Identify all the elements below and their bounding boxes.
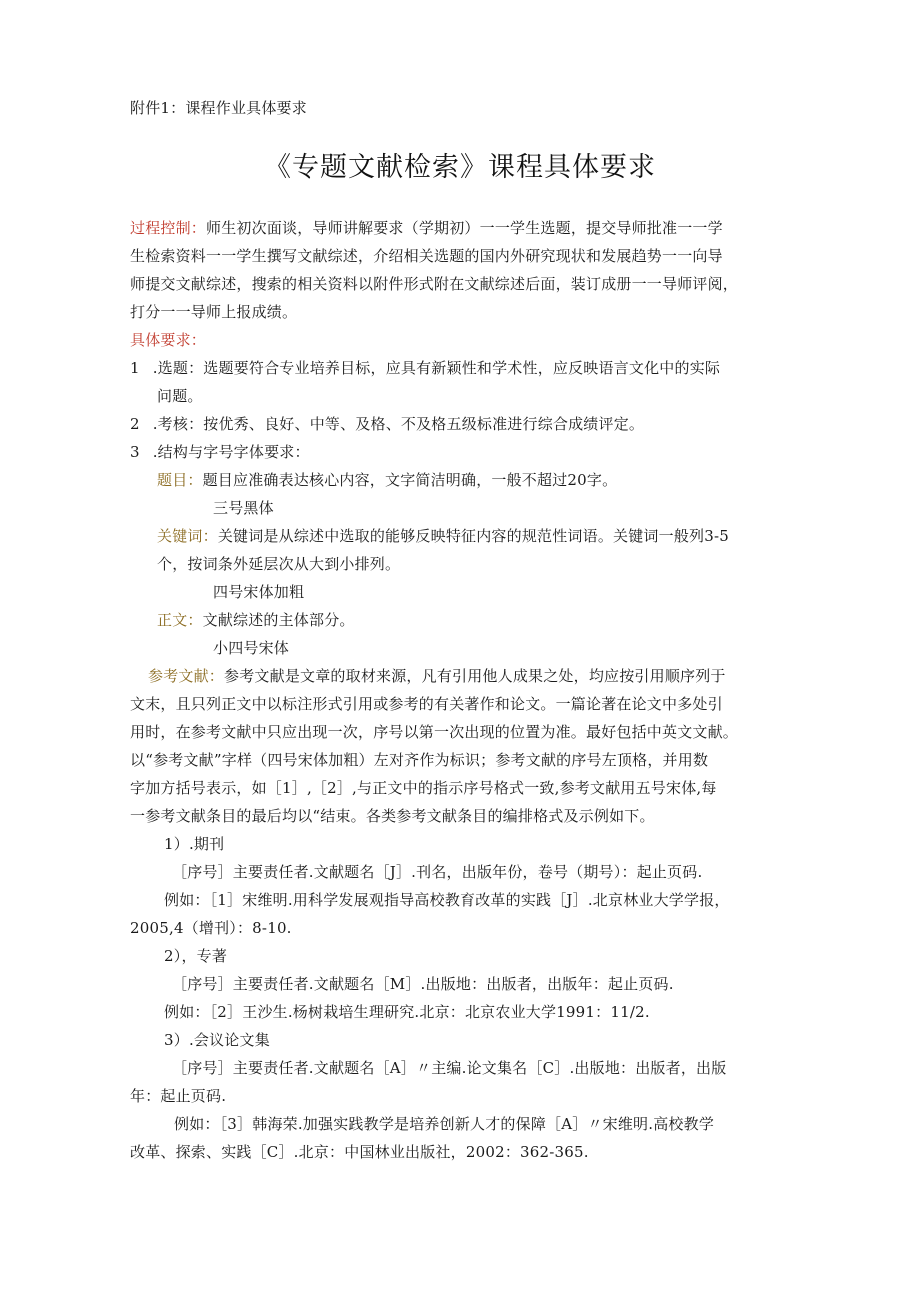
process-line-2: 生检索资料一一学生撰写文献综述，介绍相关选题的国内外研究现状和发展趋势一一向导 — [130, 247, 723, 265]
reference-line-4: 以“参考文献”字样（四号宋体加粗）左对齐作为标识；参考文献的序号左顶格，并用数 — [130, 751, 709, 769]
body-requirement — [157, 610, 355, 630]
requirement-item-2 — [130, 414, 644, 434]
topic-font: 三号黑体 — [213, 499, 274, 517]
reference-line-2: 文末，且只列正文中以标注形式引用或参考的有关著作和论文。一篇论著在论文中多处引 — [130, 695, 723, 713]
book-example: 例如：［2］王沙生.杨树栽培生理研究.北京：北京农业大学1991：11/2. — [164, 1003, 650, 1021]
journal-format: ［序号］主要责任者.文献题名［J］.刊名，出版年份，卷号（期号）：起止页码. — [172, 863, 703, 881]
process-line-3: 师提交文献综述，搜索的相关资料以附件形式附在文献综述后面，装订成册一一导师评阅， — [130, 275, 739, 293]
item-text: .选题：选题要符合专业培养目标，应具有新颖性和学术性，应反映语言文化中的实际 — [152, 359, 721, 377]
reference-label: 参考文献： — [148, 667, 225, 685]
keyword-font: 四号宋体加粗 — [213, 583, 305, 601]
body-font: 小四号宋体 — [213, 639, 290, 657]
keyword-text: 关键词是从综述中选取的能够反映特征内容的规范性词语。关键词一般列3-5 — [217, 527, 729, 545]
process-line-1 — [130, 218, 790, 238]
item-number: 3 — [130, 443, 140, 461]
book-format: ［序号］主要责任者.文献题名［M］.出版地：出版者，出版年：起止页码. — [172, 975, 674, 993]
document-title: 《专题文献检索》课程具体要求 — [264, 152, 656, 183]
reference-text: 参考文献是文章的取材来源，凡有引用他人成果之处，均应按引用顺序列于 — [224, 667, 726, 685]
conference-example-cont: 改革、探索、实践［C］.北京：中国林业出版社，2002：362-365. — [130, 1143, 589, 1161]
conference-heading: 3）.会议论文集 — [164, 1031, 270, 1049]
item-text: .考核：按优秀、良好、中等、及格、不及格五级标准进行综合成绩评定。 — [152, 415, 645, 433]
body-text: 文献综述的主体部分。 — [202, 611, 355, 629]
requirement-item-3 — [130, 442, 310, 462]
topic-label: 题目： — [157, 471, 203, 489]
requirement-item-1-cont: 问题。 — [157, 387, 203, 405]
body-label: 正文： — [157, 611, 203, 629]
keyword-requirement — [157, 526, 729, 546]
process-label: 过程控制： — [130, 219, 207, 237]
attachment-header: 附件1：课程作业具体要求 — [130, 99, 307, 117]
keyword-requirement-cont: 个，按词条外延层次从大到小排列。 — [157, 555, 401, 573]
journal-heading: 1）.期刊 — [164, 835, 225, 853]
book-heading: 2），专著 — [164, 947, 228, 965]
item-text: .结构与字号字体要求： — [152, 443, 310, 461]
topic-requirement — [157, 470, 617, 490]
topic-text: 题目应准确表达核心内容，文字简洁明确，一般不超过20字。 — [202, 471, 618, 489]
conference-example: 例如：［3］韩海荣.加强实践教学是培养创新人才的保障［A］〃宋维明.高校教学 — [174, 1115, 715, 1133]
reference-line-3: 用时，在参考文献中只应出现一次，序号以第一次出现的位置为准。最好包括中英文文献。 — [130, 723, 739, 741]
process-text-1: 师生初次面谈，导师讲解要求（学期初）一一学生选题，提交导师批准一一学 — [206, 219, 723, 237]
requirements-label: 具体要求： — [130, 331, 207, 349]
conference-format-cont: 年：起止页码. — [130, 1087, 227, 1105]
reference-line-6: 一参考文献条目的最后均以“结束。各类参考文献条目的编排格式及示例如下。 — [130, 807, 655, 825]
journal-example-cont: 2005,4（增刊）：8-10. — [130, 919, 292, 937]
conference-format: ［序号］主要责任者.文献题名［A］〃主编.论文集名［C］.出版地：出版者，出版 — [172, 1059, 727, 1077]
item-number: 2 — [130, 415, 140, 433]
reference-requirement — [148, 666, 726, 686]
item-number: 1 — [130, 359, 140, 377]
journal-example: 例如：［1］宋维明.用科学发展观指导高校教育改革的实践［J］.北京林业大学学报， — [164, 891, 730, 909]
reference-line-5: 字加方括号表示，如［1］,［2］,与正文中的指示序号格式一致,参考文献用五号宋体,每 — [130, 779, 717, 797]
requirement-item-1 — [130, 358, 720, 378]
keyword-label: 关键词： — [157, 527, 218, 545]
process-line-4: 打分一一导师上报成绩。 — [130, 303, 298, 321]
